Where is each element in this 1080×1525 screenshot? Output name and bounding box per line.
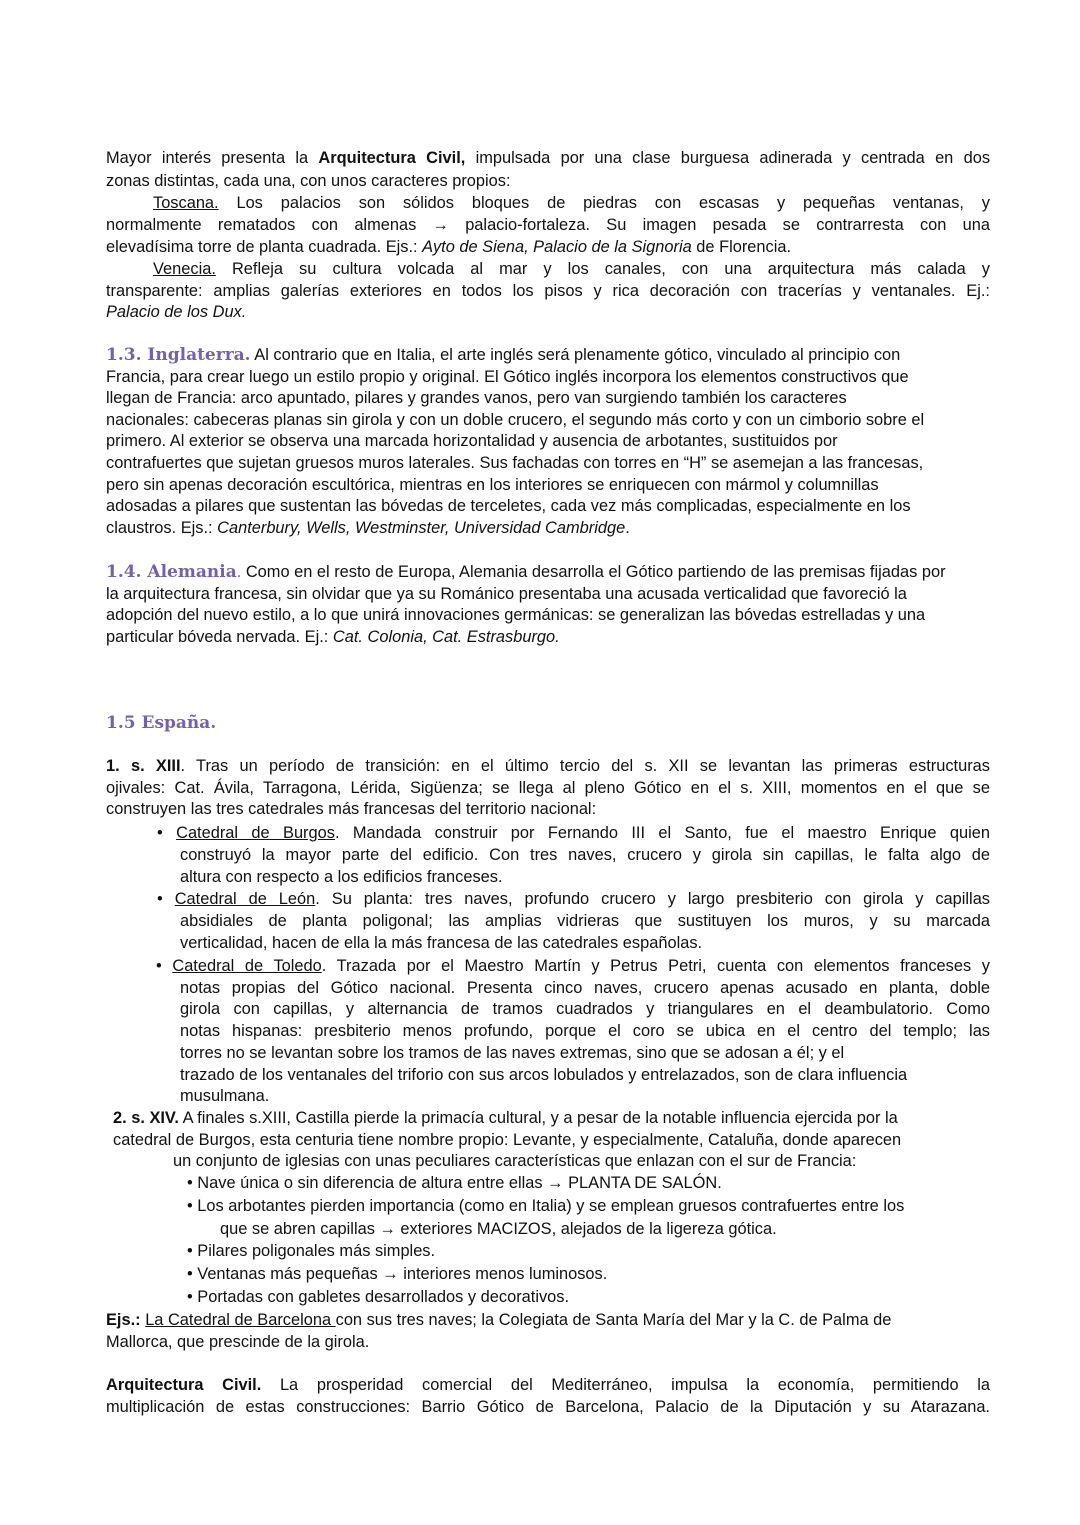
text-line bbox=[106, 147, 990, 169]
text-segment: que se abren capillas → exteriores MACIZOS, alejados de la ligereza gótica. bbox=[220, 1219, 777, 1238]
text-line bbox=[106, 1331, 369, 1353]
section-heading: 1.4. Alemania bbox=[106, 562, 237, 582]
text-line bbox=[156, 955, 990, 977]
text-line bbox=[187, 1263, 607, 1285]
text-segment: zonas distintas, cada una, con unos caracteres propios: bbox=[106, 171, 511, 190]
text-segment: claustros. Ejs.: bbox=[106, 518, 218, 537]
underlined-term: Catedral de Toledo bbox=[172, 957, 322, 975]
text-segment: con sus tres naves; la Colegiata de Santa María del Mar y la C. de Palma de bbox=[335, 1311, 892, 1329]
text-segment: trazado de los ventanales del triforio con sus arcos lobulados y entrelazados, son de clara influencia bbox=[180, 1065, 908, 1084]
text-segment: • Los arbotantes pierden importancia (como en Italia) y se emplean gruesos contrafuertes entre los bbox=[187, 1196, 905, 1215]
text-line bbox=[153, 258, 990, 280]
text-segment: llegan de Francia: arco apuntado, pilares y grandes vanos, pero van surgiendo también los caracteres bbox=[106, 389, 847, 408]
underlined-term: Catedral de León bbox=[174, 890, 316, 908]
text-line bbox=[180, 910, 990, 932]
text-segment: 2. s. XIV. bbox=[113, 1109, 179, 1127]
text-line bbox=[187, 1286, 569, 1308]
text-segment: • bbox=[157, 890, 175, 908]
text-line bbox=[157, 822, 990, 844]
text-segment: nacionales: cabeceras planas sin girola y con un doble crucero, el segundo más corto y con un cimborio sobre el bbox=[106, 410, 925, 429]
underlined-term: La Catedral de Barcelona bbox=[145, 1311, 336, 1329]
text-segment: . Tras un período de transición: en el último tercio del s. XII se levantan las primeras estructuras bbox=[180, 757, 990, 775]
text-segment: . Mandada construir por Fernando III el Santo, fue el maestro Enrique quien bbox=[334, 824, 990, 842]
text-segment: primero. Al exterior se observa una marcada horizontalidad y ausencia de arbotantes, sustituidos por bbox=[106, 432, 838, 451]
text-line bbox=[157, 888, 990, 910]
text-segment: adopción del nuevo estilo, a lo que unirá innovaciones germánicas: se generalizan las bóvedas estrelladas y una bbox=[106, 606, 926, 625]
text-line bbox=[106, 1374, 990, 1396]
text-line bbox=[180, 998, 990, 1020]
text-segment: multiplicación de estas construcciones: Barrio Gótico de Barcelona, Palacio de la Diputación y su Atarazana. bbox=[106, 1397, 990, 1416]
text-line bbox=[180, 1064, 907, 1086]
text-segment: • Pilares poligonales más simples. bbox=[187, 1242, 436, 1261]
text-segment: notas propias del Gótico nacional. Presenta cinco naves, crucero apenas acusado en planta, doble bbox=[180, 978, 990, 997]
text-segment: construyen las tres catedrales más francesas del territorio nacional: bbox=[106, 800, 597, 819]
text-line bbox=[106, 561, 946, 583]
text-segment: Arquitectura Civil. bbox=[106, 1376, 262, 1394]
text-segment: . Trazada por el Maestro Martín y Petrus Petri, cuenta con elementos franceses y bbox=[321, 957, 990, 975]
text-line bbox=[106, 170, 511, 192]
text-segment: Mallorca, que prescinde de la girola. bbox=[106, 1333, 370, 1351]
text-line bbox=[180, 1085, 269, 1107]
underlined-term: Toscana. bbox=[153, 194, 219, 212]
text-segment: Cat. Colonia, Cat. Estrasburgo. bbox=[332, 627, 560, 646]
text-line bbox=[106, 712, 216, 734]
text-segment: Como en el resto de Europa, Alemania desarrolla el Gótico partiendo de las premisas fijadas por bbox=[241, 563, 946, 581]
text-line bbox=[106, 1396, 990, 1418]
text-line bbox=[106, 604, 925, 626]
text-segment: contrafuertes que sujetan gruesos muros laterales. Sus fachadas con torres en “H” se asemejan a las francesas, bbox=[106, 454, 924, 472]
text-line bbox=[106, 301, 246, 323]
text-segment: Refleja su cultura volcada al mar y los canales, con una arquitectura más calada y bbox=[215, 260, 990, 278]
text-line bbox=[113, 1107, 898, 1129]
text-segment: Francia, para crear luego un estilo propio y original. El Gótico inglés incorpora los elementos constructivos que bbox=[106, 367, 909, 386]
text-line bbox=[106, 344, 900, 366]
text-line bbox=[106, 430, 838, 452]
text-line bbox=[106, 626, 560, 648]
text-segment: normalmente rematados con almenas → palacio-fortaleza. Su imagen pesada se contrarresta con una bbox=[106, 216, 990, 234]
text-segment: la arquitectura francesa, sin olvidar que ya su Románico presentaba una acusada verticalidad que favoreció la bbox=[106, 584, 907, 603]
text-segment: absidiales de planta poligonal; las amplias vidrieras que sustituyen los muros, y su marcada bbox=[180, 912, 990, 930]
text-line bbox=[106, 366, 909, 388]
text-line bbox=[180, 844, 990, 866]
text-line bbox=[106, 452, 923, 474]
text-segment: catedral de Burgos, esta centuria tiene nombre propio: Levante, y especialmente, Cataluña, donde aparecen bbox=[113, 1130, 902, 1149]
text-line bbox=[187, 1240, 435, 1262]
section-heading: 1.5 España. bbox=[106, 713, 217, 733]
text-segment: Canterbury, Wells, Westminster, Universidad Cambridge bbox=[217, 518, 626, 537]
text-segment: • Nave única o sin diferencia de altura entre ellas → PLANTA DE SALÓN. bbox=[187, 1174, 722, 1192]
text-line bbox=[106, 777, 990, 799]
text-segment: Los palacios son sólidos bloques de piedras con escasas y pequeñas ventanas, y bbox=[218, 194, 990, 212]
text-segment: girola con capillas, y alternancia de tramos cuadrados y triangulares en el deambulatorio. Como bbox=[180, 1000, 990, 1019]
text-line bbox=[180, 1020, 990, 1042]
text-line bbox=[106, 1309, 891, 1331]
text-segment: elevadísima torre de planta cuadrada. Ejs.: bbox=[106, 238, 423, 256]
text-segment: • Portadas con gabletes desarrollados y decorativos. bbox=[187, 1288, 570, 1306]
text-segment: de Florencia. bbox=[691, 238, 792, 256]
text-line bbox=[106, 214, 990, 236]
text-segment: musulmana. bbox=[180, 1087, 270, 1106]
underlined-term: Venecia. bbox=[153, 260, 216, 278]
text-line bbox=[106, 517, 630, 539]
text-line bbox=[106, 798, 596, 820]
text-segment: Palacio de los Dux. bbox=[106, 303, 247, 321]
text-line bbox=[220, 1218, 777, 1240]
text-segment: transparente: amplias galerías exteriores en todos los pisos y rica decoración con tracerías y ventanales. Ej.: bbox=[106, 281, 990, 300]
text-line bbox=[180, 866, 503, 888]
text-segment: construyó la mayor parte del edificio. Con tres naves, crucero y girola sin capillas, le falta algo de bbox=[180, 846, 990, 864]
text-segment: Arquitectura Civil, bbox=[318, 149, 466, 167]
text-segment: • bbox=[157, 824, 177, 842]
text-line bbox=[106, 755, 990, 777]
text-segment: particular bóveda nervada. Ej.: bbox=[106, 627, 333, 646]
text-segment: verticalidad, hacen de ella la más francesa de las catedrales españolas. bbox=[180, 934, 703, 952]
text-segment: Ayto de Siena, Palacio de la Signoria bbox=[422, 238, 692, 256]
text-segment: adosadas a pilares que sustentan las bóvedas de terceletes, cada vez más complicadas, especialmente en los bbox=[106, 497, 911, 516]
text-segment: Mayor interés presenta la bbox=[106, 149, 319, 167]
text-segment: pero sin apenas decoración escultórica, mientras en los interiores se enriquecen con mármol y columnillas bbox=[106, 475, 879, 494]
text-segment: altura con respecto a los edificios franceses. bbox=[180, 868, 503, 886]
text-line bbox=[180, 932, 702, 954]
text-line bbox=[180, 1042, 844, 1064]
text-segment: Al contrario que en Italia, el arte inglés será plenamente gótico, vinculado al principio con bbox=[250, 346, 901, 364]
section-heading: 1.3. Inglaterra. bbox=[106, 345, 251, 365]
text-segment: torres no se levantan sobre los tramos de las naves extremas, sino que se adosan a él; y el bbox=[180, 1043, 845, 1062]
text-segment: . bbox=[625, 518, 630, 537]
text-line bbox=[106, 280, 990, 302]
text-segment: un conjunto de iglesias con unas peculiares características que enlazan con el sur de Francia: bbox=[173, 1152, 857, 1171]
text-line bbox=[180, 977, 990, 999]
text-line bbox=[106, 387, 847, 409]
text-segment: La prosperidad comercial del Mediterráneo, impulsa la economía, permitiendo la bbox=[261, 1376, 990, 1394]
text-segment: notas hispanas: presbiterio menos profundo, porque el coro se ubica en el centro del templo; las bbox=[180, 1022, 990, 1041]
text-segment: A finales s.XIII, Castilla pierde la primacía cultural, y a pesar de la notable influencia ejercida por la bbox=[178, 1109, 898, 1127]
text-line bbox=[187, 1172, 722, 1194]
text-line bbox=[187, 1195, 904, 1217]
text-segment: • bbox=[156, 957, 173, 975]
text-segment: . bbox=[236, 563, 242, 581]
text-segment: 1. s. XIII bbox=[106, 757, 181, 775]
text-segment: • Ventanas más pequeñas → interiores menos luminosos. bbox=[187, 1265, 608, 1284]
text-line bbox=[106, 236, 791, 258]
text-line bbox=[106, 409, 924, 431]
text-line bbox=[113, 1129, 901, 1151]
text-segment: . Su planta: tres naves, profundo crucero y largo presbiterio con girola y capillas bbox=[315, 890, 990, 908]
text-segment: impulsada por una clase burguesa adinerada y centrada en dos bbox=[465, 149, 990, 167]
text-line bbox=[173, 1150, 856, 1172]
text-line bbox=[106, 583, 907, 605]
text-segment: Ejs.: bbox=[106, 1311, 141, 1329]
text-line bbox=[106, 474, 879, 496]
text-segment: ojivales: Cat. Ávila, Tarragona, Lérida, Sigüenza; se llega al pleno Gótico en el s. XIII, momentos en el que se bbox=[106, 778, 990, 797]
text-line bbox=[153, 192, 990, 214]
underlined-term: Catedral de Burgos bbox=[176, 824, 335, 842]
text-line bbox=[106, 495, 911, 517]
